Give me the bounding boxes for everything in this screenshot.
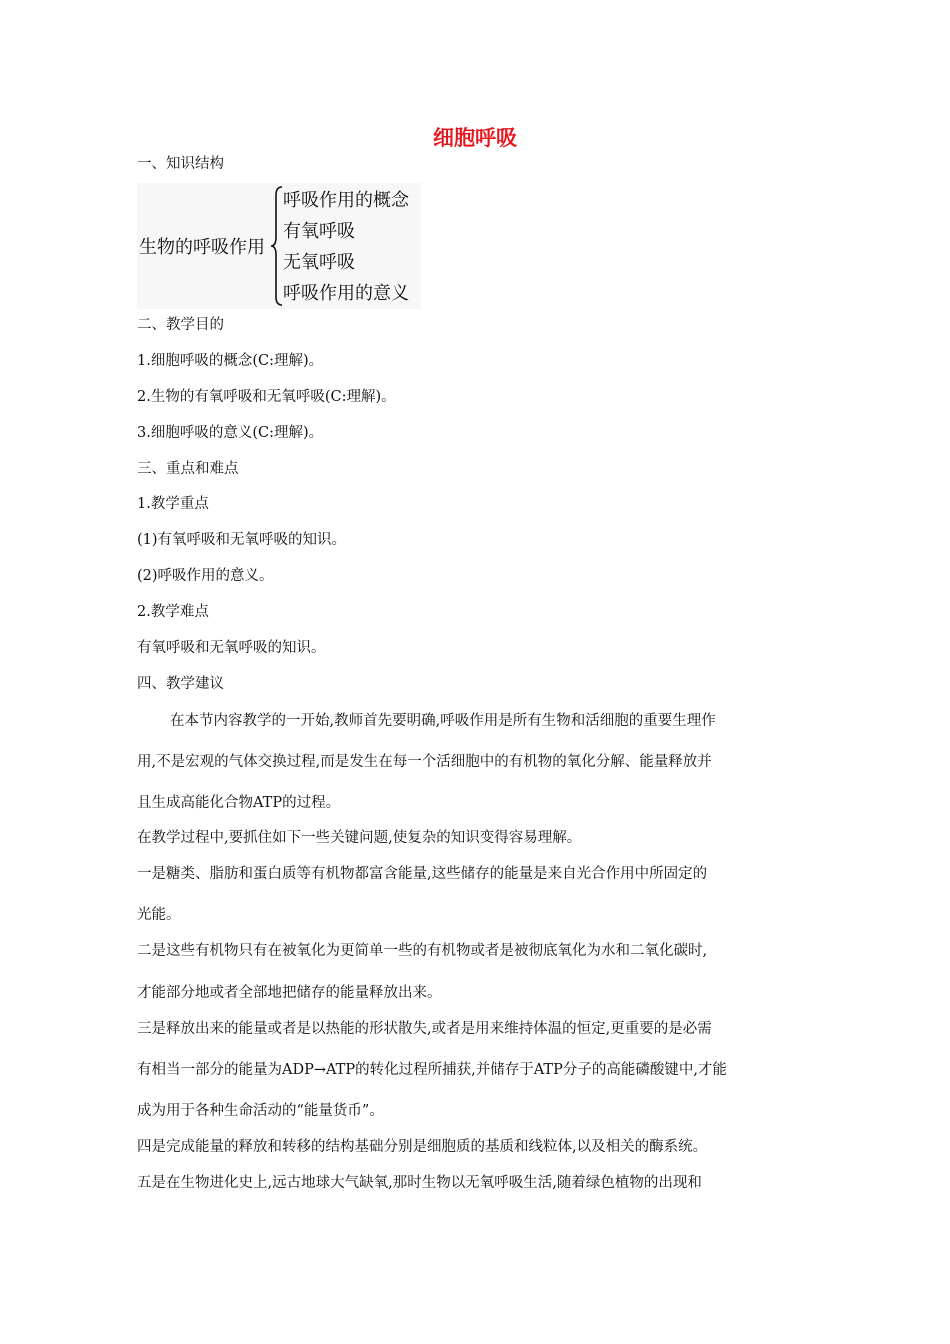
goal-item: 1.细胞呼吸的概念(C:理解)。 [137, 353, 324, 369]
section-heading-suggestions: 四、教学建议 [137, 676, 224, 692]
paragraph-line: 有相当一部分的能量为ADP→ATP的转化过程所捕获,并储存于ATP分子的高能磷酸键中,才能 [137, 1062, 727, 1078]
paragraph-line: 成为用于各种生命活动的“能量货币”。 [137, 1103, 384, 1119]
subheading-difficult-points: 2.教学难点 [137, 604, 209, 620]
diagram-root-label: 生物的呼吸作用 [139, 237, 265, 258]
difficult-point-item: 有氧呼吸和无氧呼吸的知识。 [137, 640, 326, 656]
paragraph-line: 用,不是宏观的气体交换过程,而是发生在每一个活细胞中的有机物的氧化分解、能量释放并 [137, 754, 712, 770]
section-heading-knowledge-structure: 一、知识结构 [137, 156, 224, 172]
section-heading-key-points: 三、重点和难点 [137, 461, 239, 477]
knowledge-structure-diagram [137, 183, 421, 309]
paragraph-line: 在本节内容教学的一开始,教师首先要明确,呼吸作用是所有生物和活细胞的重要生理作 [170, 713, 716, 729]
paragraph-line: 五是在生物进化史上,远古地球大气缺氧,那时生物以无氧呼吸生活,随着绿色植物的出现和 [137, 1175, 702, 1191]
paragraph-line: 在教学过程中,要抓住如下一些关键问题,使复杂的知识变得容易理解。 [137, 830, 582, 846]
curly-brace-icon [270, 185, 284, 307]
paragraph-line: 且生成高能化合物ATP的过程。 [137, 795, 341, 811]
section-heading-teaching-goals: 二、教学目的 [137, 317, 224, 333]
goal-item: 2.生物的有氧呼吸和无氧呼吸(C:理解)。 [137, 389, 396, 405]
paragraph-line: 才能部分地或者全部地把储存的能量释放出来。 [137, 985, 442, 1001]
diagram-item-anaerobic: 无氧呼吸 [283, 252, 355, 273]
diagram-item-significance: 呼吸作用的意义 [283, 283, 409, 304]
paragraph-line: 四是完成能量的释放和转移的结构基础分别是细胞质的基质和线粒体,以及相关的酶系统。 [137, 1139, 708, 1155]
diagram-item-concept: 呼吸作用的概念 [283, 190, 409, 211]
page-title: 细胞呼吸 [433, 126, 517, 150]
subheading-key-points: 1.教学重点 [137, 496, 209, 512]
key-point-item: (1)有氧呼吸和无氧呼吸的知识。 [137, 532, 347, 548]
paragraph-line: 二是这些有机物只有在被氧化为更简单一些的有机物或者是被彻底氧化为水和二氧化碳时, [137, 943, 708, 959]
paragraph-line: 三是释放出来的能量或者是以热能的形状散失,或者是用来维持体温的恒定,更重要的是必需 [137, 1021, 712, 1037]
diagram-item-aerobic: 有氧呼吸 [283, 221, 355, 242]
key-point-item: (2)呼吸作用的意义。 [137, 568, 274, 584]
paragraph-line: 一是糖类、脂肪和蛋白质等有机物都富含能量,这些储存的能量是来自光合作用中所固定的 [137, 866, 708, 882]
paragraph-line: 光能。 [137, 907, 181, 923]
goal-item: 3.细胞呼吸的意义(C:理解)。 [137, 425, 324, 441]
